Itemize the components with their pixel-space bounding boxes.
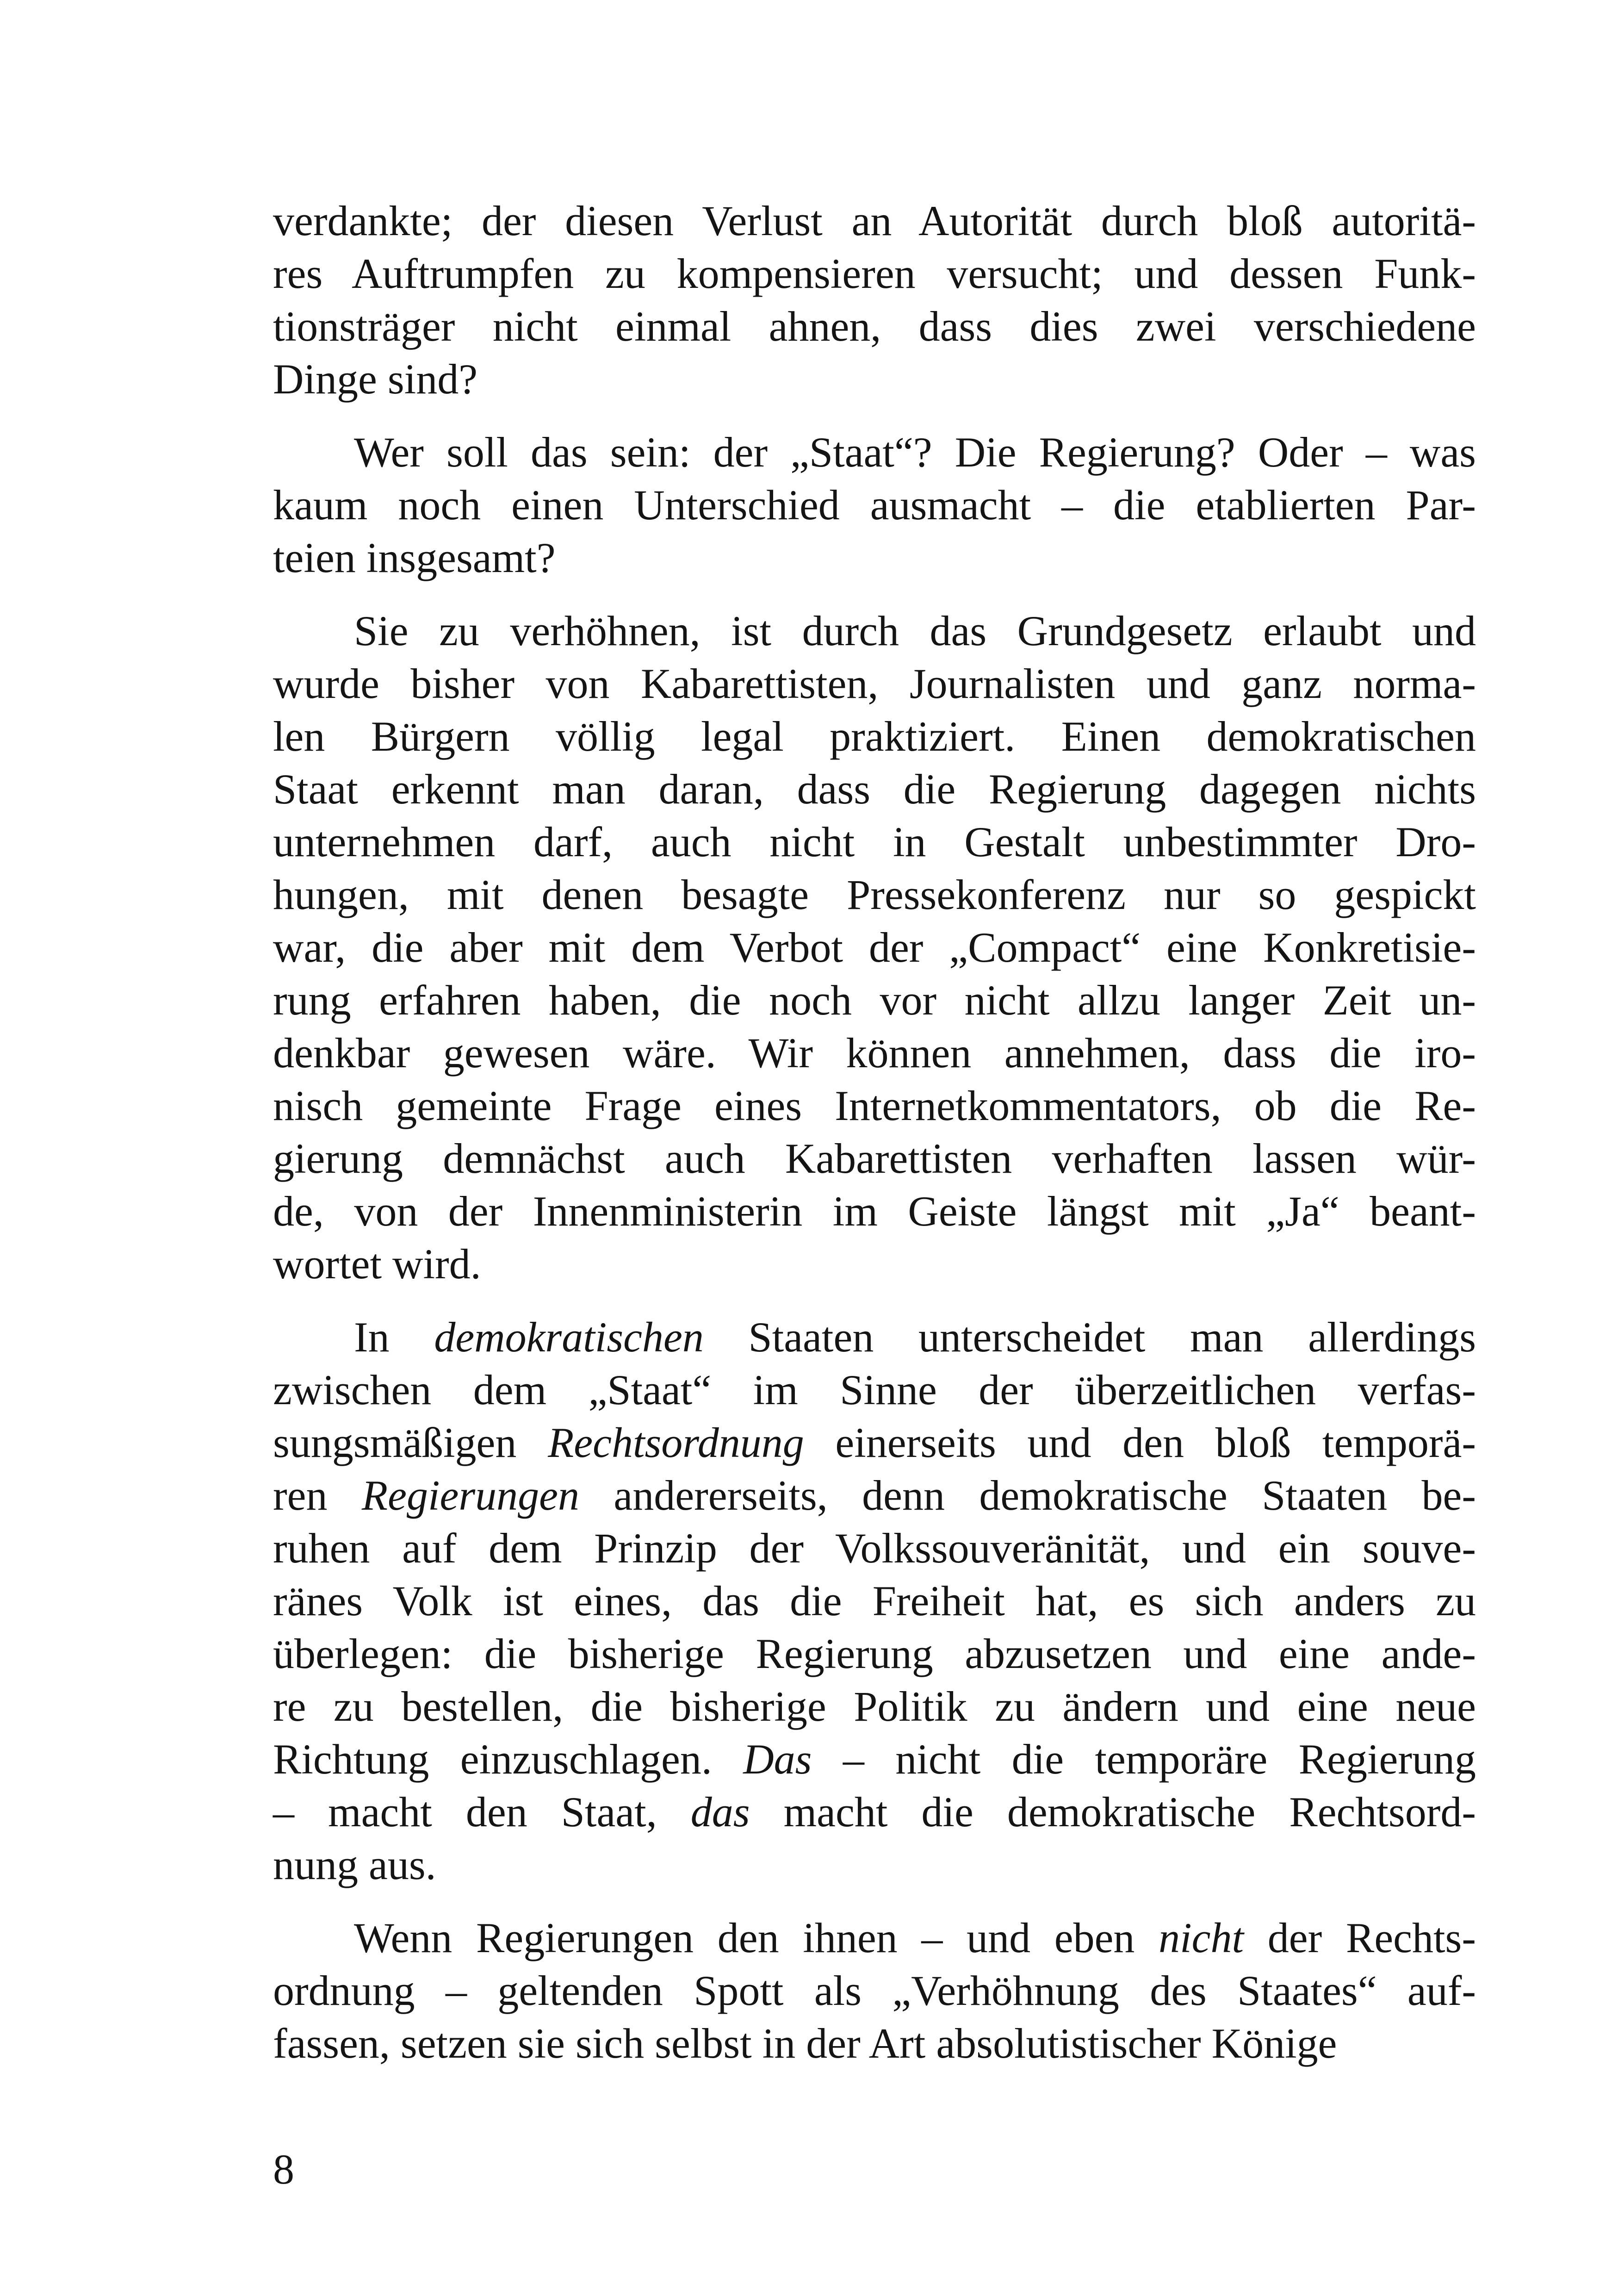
text-line: rung erfahren haben, die noch vor nicht allzu langer Zeit un- — [273, 977, 1476, 1024]
text-line: war, die aber mit dem Verbot der „Compact“ eine Konkretisie- — [273, 924, 1476, 971]
page-number: 8 — [273, 2146, 294, 2193]
paragraph — [273, 1911, 1476, 2070]
text-line: len Bürgern völlig legal praktiziert. Einen demokratischen — [273, 713, 1476, 760]
text-line: Wer soll das sein: der „Staat“? Die Regierung? Oder – was — [354, 429, 1476, 476]
text-line: fassen, setzen sie sich selbst in der Art absolutistischer Könige — [273, 2020, 1337, 2067]
text-line: gierung demnächst auch Kabarettisten verhaften lassen wür- — [273, 1135, 1476, 1182]
text-line: ränes Volk ist eines, das die Freiheit hat, es sich anders zu — [273, 1577, 1476, 1624]
text-line: hungen, mit denen besagte Pressekonferenz nur so gespickt — [273, 871, 1476, 918]
text-line: res Auftrumpfen zu kompensieren versucht; und dessen Funk- — [273, 250, 1476, 297]
text-line: wurde bisher von Kabarettisten, Journalisten und ganz norma- — [273, 660, 1476, 707]
text-line: tionsträger nicht einmal ahnen, dass dies zwei verschiedene — [273, 303, 1476, 350]
italic-text: Rechtsordnung — [548, 1419, 804, 1466]
text-line: teien insgesamt? — [273, 534, 556, 581]
text-line: unternehmen darf, auch nicht in Gestalt unbestimmter Dro- — [273, 818, 1476, 865]
text-line: verdankte; der diesen Verlust an Autorität durch bloß autoritä- — [273, 197, 1476, 244]
text-line: ordnung – geltenden Spott als „Verhöhnung des Staates“ auf- — [273, 1967, 1476, 2014]
text-line: Richtung einzuschlagen. Das – nicht die temporäre Regierung — [273, 1736, 1476, 1783]
italic-text: Das — [743, 1736, 812, 1783]
text-line: Wenn Regierungen den ihnen – und eben nicht der Rechts- — [354, 1914, 1476, 1961]
text-line: de, von der Innenministerin im Geiste längst mit „Ja“ beant- — [273, 1188, 1476, 1235]
text-line: Sie zu verhöhnen, ist durch das Grundgesetz erlaubt und — [354, 607, 1476, 654]
text-line: ren Regierungen andererseits, denn demokratische Staaten be- — [273, 1472, 1476, 1519]
text-line: nung aus. — [273, 1841, 436, 1888]
text-block — [273, 194, 1476, 2070]
text-line: Dinge sind? — [273, 355, 478, 403]
text-line: In demokratischen Staaten unterscheidet man allerdings — [354, 1313, 1476, 1361]
text-line: – macht den Staat, das macht die demokratische Rechtsord- — [273, 1788, 1476, 1836]
text-line: re zu bestellen, die bisherige Politik zu ändern und eine neue — [273, 1683, 1476, 1730]
text-line: zwischen dem „Staat“ im Sinne der überzeitlichen verfas- — [273, 1366, 1476, 1413]
text-line: wortet wird. — [273, 1240, 481, 1288]
paragraph — [273, 604, 1476, 1290]
text-line: ruhen auf dem Prinzip der Volkssouveränität, und ein souve- — [273, 1524, 1476, 1572]
italic-text: demokratischen — [434, 1313, 704, 1361]
text-line: überlegen: die bisherige Regierung abzusetzen und eine ande- — [273, 1630, 1476, 1677]
italic-text: Regierungen — [361, 1472, 579, 1519]
italic-text: nicht — [1159, 1914, 1244, 1961]
paragraph — [273, 426, 1476, 584]
text-line: denkbar gewesen wäre. Wir können annehmen, dass die iro- — [273, 1029, 1476, 1076]
text-line: kaum noch einen Unterschied ausmacht – die etablierten Par- — [273, 481, 1476, 529]
italic-text: das — [690, 1788, 750, 1836]
text-line: nisch gemeinte Frage eines Internetkommentators, ob die Re- — [273, 1082, 1476, 1129]
text-line: Staat erkennt man daran, dass die Regierung dagegen nichts — [273, 765, 1476, 813]
text-line: sungsmäßigen Rechtsordnung einerseits und den bloß temporä- — [273, 1419, 1476, 1466]
paragraph — [273, 1311, 1476, 1891]
paragraph — [273, 194, 1476, 405]
